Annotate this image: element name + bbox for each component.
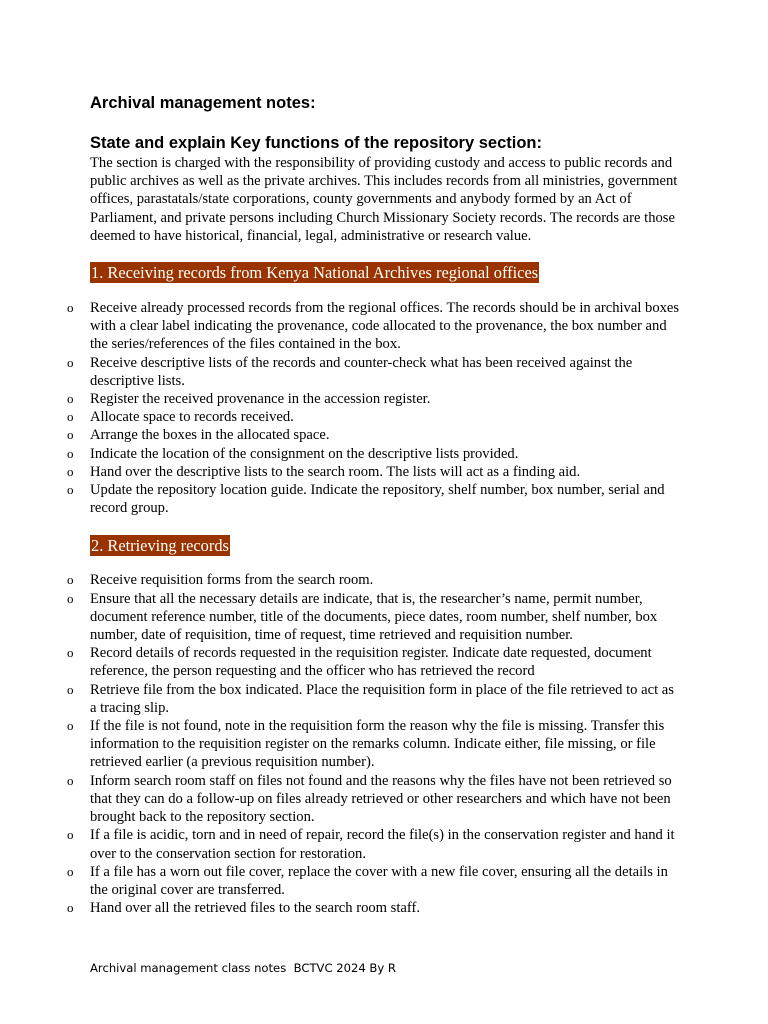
- bullet-marker: o: [67, 590, 74, 606]
- list-item: [67, 445, 682, 463]
- bullet-marker: o: [67, 681, 74, 697]
- list-item-text: Ensure that all the necessary details are indicate, that is, the researcher’s name, permit number, document reference number, title of the documents, piece dates, room number, shelf number, box number, date of requisition, time of request, time retrieved and requisition number.: [90, 590, 658, 644]
- list-item: [67, 826, 682, 862]
- page-footer: Archival management class notes BCTVC 2024 By R: [90, 961, 396, 975]
- list-item-text: If a file is acidic, torn and in need of repair, record the file(s) in the conservation register and hand it over to the conservation section for restoration.: [90, 827, 675, 862]
- document-title: Archival management notes:: [90, 94, 316, 112]
- list-item-text: Update the repository location guide. Indicate the repository, shelf number, box number, serial and record group.: [90, 482, 665, 517]
- retrieving-list: [67, 571, 682, 917]
- list-item: [67, 571, 682, 589]
- section-heading-retrieving: 2. Retrieving records: [91, 536, 229, 556]
- list-item-text: If the file is not found, note in the requisition form the reason why the file is missing. Transfer this information to the requisition register on the remarks column. Indicate either, file missing, or file retrieved earlier (a previous requisition number).: [90, 718, 665, 771]
- document-body: [67, 92, 682, 917]
- bullet-marker: o: [67, 863, 74, 879]
- bullet-marker: o: [67, 645, 74, 661]
- list-item: [67, 481, 682, 517]
- bullet-marker: o: [67, 572, 74, 588]
- list-item-text: Receive already processed records from the regional offices. The records should be in archival boxes with a clear label indicating the provenance, code allocated to the provenance, the box number and the series/references of the files contained in the box.: [90, 300, 680, 353]
- list-item-text: Arrange the boxes in the allocated space.: [90, 427, 330, 444]
- list-item-text: If a file has a worn out file cover, replace the cover with a new file cover, ensuring all the details in the original cover are transferred.: [90, 863, 668, 898]
- bullet-marker: o: [67, 427, 74, 443]
- intro-paragraph: The section is charged with the responsibility of providing custody and access to public records and public archives as well as the private archives. This includes records from all ministries, government offices, parastatals/state corporations, county governments and anybody formed by an Act of Parliament, and private persons including Church Missionary Society records. The records are those deemed to have historical, financial, legal, administrative or research value.: [90, 155, 678, 244]
- bullet-marker: o: [67, 354, 74, 370]
- list-item: [67, 590, 682, 645]
- list-item-text: Hand over the descriptive lists to the search room. The lists will act as a finding aid.: [90, 463, 581, 480]
- list-item-text: Hand over all the retrieved files to the search room staff.: [90, 900, 420, 917]
- list-item: [67, 408, 682, 426]
- list-item-text: Inform search room staff on files not found and the reasons why the files have not been retrieved so that they can do a follow-up on files already retrieved or other researchers and which have not been brought back to the repository section.: [90, 772, 672, 826]
- bullet-marker: o: [67, 900, 74, 916]
- list-item: [67, 717, 682, 772]
- receiving-list: [67, 299, 682, 517]
- bullet-marker: o: [67, 300, 74, 316]
- bullet-marker: o: [67, 827, 74, 843]
- bullet-marker: o: [67, 391, 74, 407]
- document-subtitle: State and explain Key functions of the repository section:: [90, 134, 542, 152]
- list-item: [67, 772, 682, 827]
- list-item: [67, 426, 682, 444]
- list-item: [67, 863, 682, 899]
- bullet-marker: o: [67, 463, 74, 479]
- list-item: [67, 390, 682, 408]
- section-heading-receiving: 1. Receiving records from Kenya National Archives regional offices: [91, 263, 539, 283]
- list-item-text: Allocate space to records received.: [90, 409, 294, 426]
- list-item: [67, 681, 682, 717]
- list-item-text: Receive descriptive lists of the records and counter-check what has been received against the descriptive lists.: [90, 354, 633, 389]
- bullet-marker: o: [67, 482, 74, 498]
- bullet-marker: o: [67, 718, 74, 734]
- list-item: [67, 354, 682, 390]
- bullet-marker: o: [67, 409, 74, 425]
- list-item-text: Record details of records requested in the requisition register. Indicate date requested, document reference, the person requesting and the officer who has retrieved the record: [90, 645, 652, 680]
- list-item-text: Retrieve file from the box indicated. Place the requisition form in place of the file retrieved to act as a tracing slip.: [90, 681, 674, 716]
- list-item: [67, 463, 682, 481]
- bullet-marker: o: [67, 445, 74, 461]
- list-item: [67, 644, 682, 680]
- list-item-text: Receive requisition forms from the search room.: [90, 572, 374, 589]
- list-item-text: Register the received provenance in the accession register.: [90, 391, 431, 408]
- list-item-text: Indicate the location of the consignment on the descriptive lists provided.: [90, 445, 519, 462]
- list-item: [67, 299, 682, 354]
- list-item: [67, 899, 682, 917]
- bullet-marker: o: [67, 772, 74, 788]
